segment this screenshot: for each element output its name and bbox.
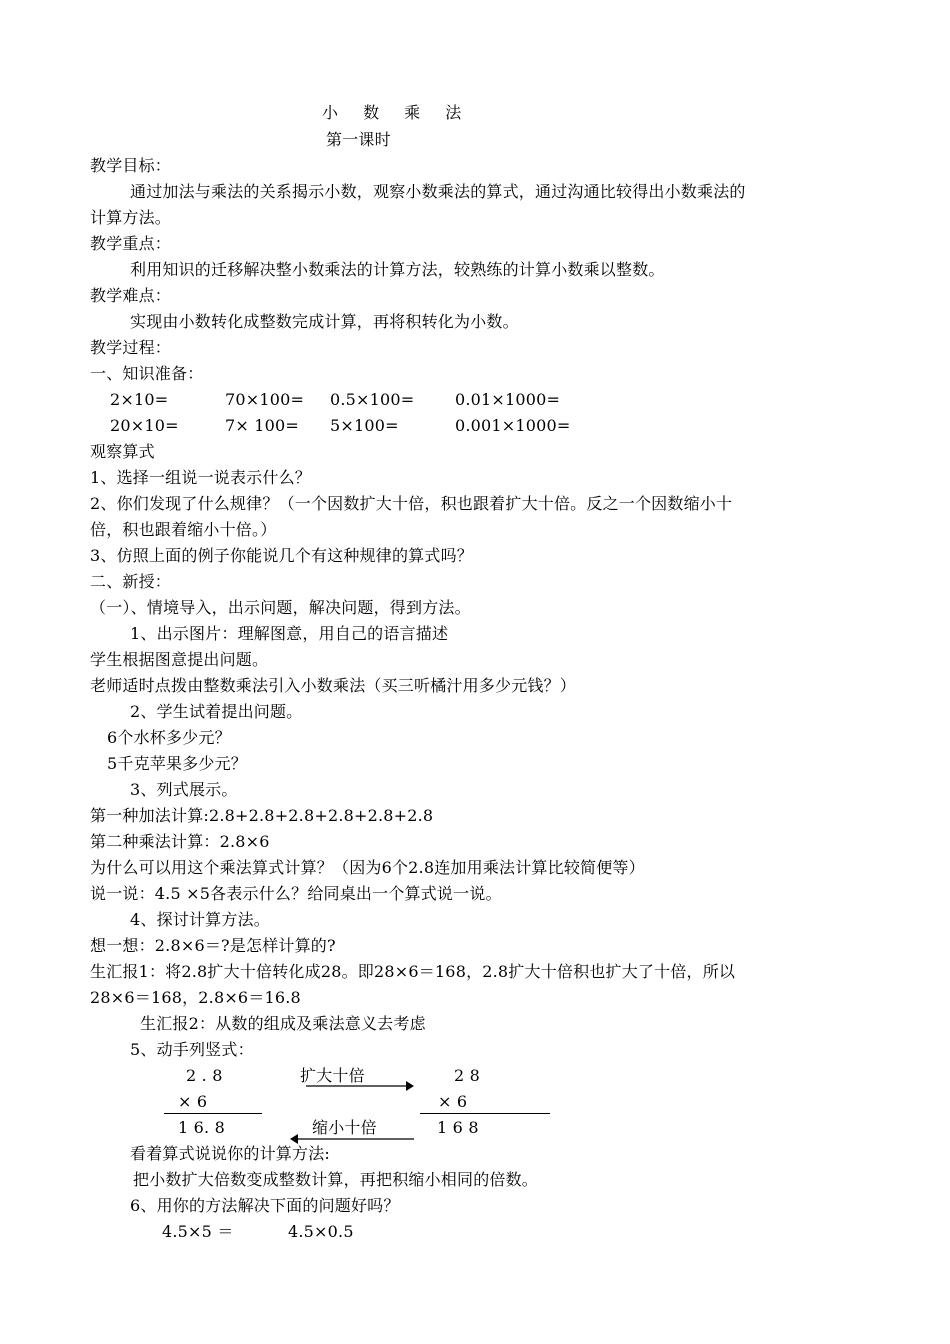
step-3: 3、列式展示。 [130,780,238,799]
vertical-right-result: 1 6 8 [437,1118,479,1137]
step-2: 2、学生试着提出问题。 [130,702,303,721]
question-1: 1、选择一组说一说表示什么？ [90,468,311,487]
arrow-right-icon [306,1080,414,1092]
vertical-left-multiplier: × 6 [178,1092,208,1111]
key-heading: 教学重点： [90,234,172,253]
question-2-line1: 2、你们发现了什么规律？（一个因数扩大十倍，积也跟着扩大十倍。反之一个因数缩小十 [90,494,733,513]
goal-heading: 教学目标： [90,156,172,175]
step-2-a: 6个水杯多少元？ [107,728,231,747]
step-4-c: 生汇报2：从数的组成及乘法意义去考虑 [140,1014,426,1033]
step-3-a: 第一种加法计算:2.8+2.8+2.8+2.8+2.8+2.8 [90,806,434,825]
vertical-left-top: 2 . 8 [186,1066,223,1085]
step-4-b-line2: 28×6＝168，2.8×6＝16.8 [90,988,301,1007]
step-6-expr: 4.5×0.5 [288,1222,354,1241]
prep-expr: 0.5×100= [330,390,415,409]
new-heading: 二、新授： [90,572,172,591]
step-1-a: 学生根据图意提出问题。 [90,650,269,669]
difficulty-heading: 教学难点： [90,286,172,305]
step-5-a: 看着算式说说你的计算方法: [130,1144,330,1163]
goal-text-line2: 计算方法。 [90,208,172,227]
prep-expr: 20×10= [110,416,179,435]
doc-title: 小 数 乘 法 [322,103,472,122]
key-text: 利用知识的迁移解决整小数乘法的计算方法，较熟练的计算小数乘以整数。 [130,260,665,279]
prep-heading: 一、知识准备： [90,364,204,383]
step-5-b: 把小数扩大倍数变成整数计算，再把积缩小相同的倍数。 [133,1170,539,1189]
prep-expr: 0.001×1000= [455,416,571,435]
vertical-left-result: 1 6. 8 [178,1118,225,1137]
step-3-b: 第二种乘法计算：2.8×6 [90,832,270,851]
step-5: 5、动手列竖式： [130,1040,254,1059]
question-2-line2: 倍，积也跟着缩小十倍。） [90,520,277,539]
step-3-d: 说一说：4.5 ×5各表示什么？给同桌出一个算式说一说。 [90,884,502,903]
section-1-heading: （一）、情境导入，出示问题，解决问题，得到方法。 [90,598,471,617]
step-3-c: 为什么可以用这个乘法算式计算？（因为6个2.8连加用乘法计算比较简便等） [90,858,645,877]
observe-label: 观察算式 [90,442,155,461]
vertical-right-top: 2 8 [454,1066,481,1085]
prep-expr: 0.01×1000= [455,390,561,409]
goal-text-line1: 通过加法与乘法的关系揭示小数，观察小数乘法的算式，通过沟通比较得出小数乘法的 [130,182,746,201]
step-6: 6、用你的方法解决下面的问题好吗？ [130,1196,400,1215]
arrow-left-label: 缩小十倍 [312,1118,377,1137]
step-1-b: 老师适时点拨由整数乘法引入小数乘法（买三听橘汁用多少元钱？） [90,676,577,695]
step-4-b-line1: 生汇报1：将2.8扩大十倍转化成28。即28×6＝168，2.8扩大十倍积也扩大了十倍，所以 [90,962,736,981]
step-6-expr: 4.5×5 ＝ [162,1222,234,1241]
question-3: 3、仿照上面的例子你能说几个有这种规律的算式吗？ [90,546,473,565]
process-heading: 教学过程： [90,338,172,357]
step-4: 4、探讨计算方法。 [130,910,270,929]
vertical-left-rule [164,1113,262,1114]
prep-expr: 7× 100= [225,416,300,435]
vertical-right-rule [420,1113,550,1114]
prep-expr: 5×100= [330,416,399,435]
prep-expr: 2×10= [110,390,169,409]
step-1: 1、出示图片：理解图意，用自己的语言描述 [130,624,449,643]
step-4-a: 想一想：2.8×6＝?是怎样计算的? [90,936,336,955]
arrow-right-label: 扩大十倍 [300,1066,365,1085]
prep-expr: 70×100= [225,390,305,409]
step-2-b: 5千克苹果多少元？ [107,754,247,773]
doc-subtitle: 第一课时 [326,130,391,149]
difficulty-text: 实现由小数转化成整数完成计算，再将积转化为小数。 [130,312,519,331]
vertical-right-multiplier: × 6 [438,1092,468,1111]
